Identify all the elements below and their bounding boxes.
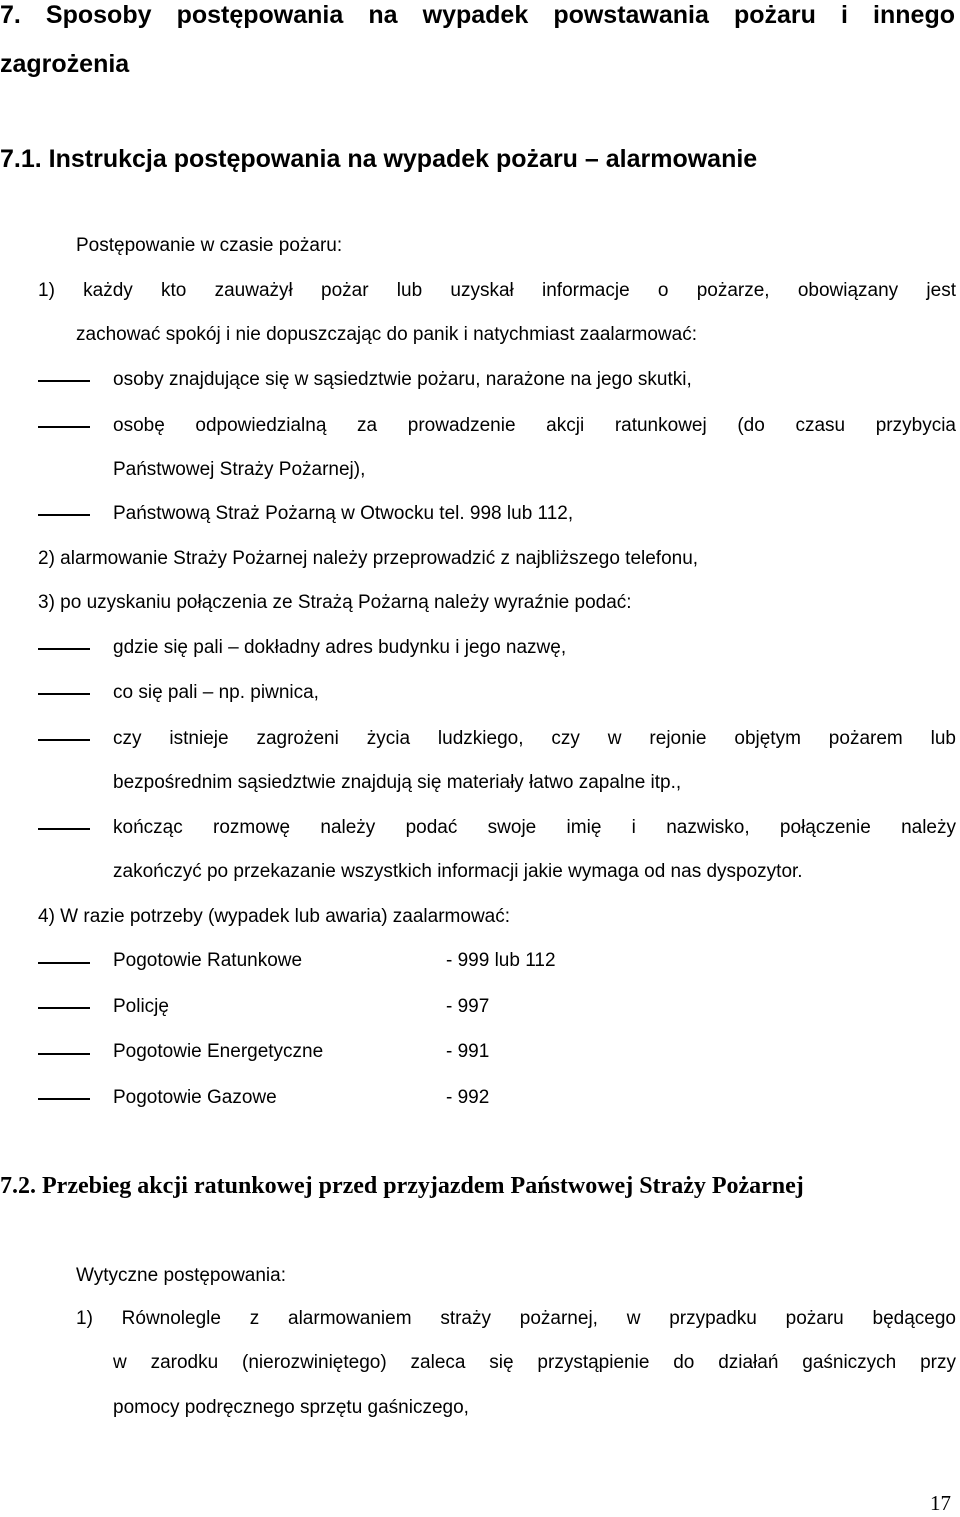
item3-dash3-line2: bezpośrednim sąsiedztwie znajdują się materiały łatwo zapalne itp., [113,772,682,793]
dash-bullet [38,1098,90,1100]
item4-line: 4) W razie potrzeby (wypadek lub awaria) zaalarmować: [38,906,511,927]
subsection-title-7-2: 7.2. Przebieg akcji ratunkowej przed przyjazdem Państwowej Straży Pożarnej [0,1173,804,1199]
item1-dash2-line2: Państwowej Straży Pożarnej), [113,459,366,480]
service-name: Pogotowie Ratunkowe [113,950,303,971]
guideline1-line3: pomocy podręcznego sprzętu gaśniczego, [113,1397,469,1418]
procedure-intro: Postępowanie w czasie pożaru: [76,235,343,256]
page-number: 17 [930,1491,951,1515]
item1-dash1: osoby znajdujące się w sąsiedztwie pożaru, narażone na jego skutki, [113,369,692,390]
service-name: Pogotowie Gazowe [113,1087,277,1108]
item2-line: 2) alarmowanie Straży Pożarnej należy przeprowadzić z najbliższego telefonu, [38,548,699,569]
service-number: - 991 [446,1041,490,1062]
service-name: Policję [113,996,169,1017]
service-number: - 992 [446,1087,490,1108]
item3-dash4-line2: zakończyć po przekazanie wszystkich informacji jakie wymaga od nas dyspozytor. [113,861,803,882]
dash-bullet [38,380,90,382]
dash-bullet [38,514,90,516]
item3-dash3-line1: czy istnieje zagrożeni życia ludzkiego, czy w rejonie objętym pożarem lub [113,728,956,749]
item1-line1: 1) każdy kto zauważył pożar lub uzyskał informacje o pożarze, obowiązany jest [38,280,956,301]
service-name: Pogotowie Energetyczne [113,1041,324,1062]
item3-dash2: co się pali – np. piwnica, [113,682,319,703]
dash-bullet [38,828,90,830]
guideline1-line2: w zarodku (nierozwiniętego) zaleca się przystąpienie do działań gaśniczych przy [113,1352,956,1373]
dash-bullet [38,962,90,964]
dash-bullet [38,1007,90,1009]
dash-bullet [38,648,90,650]
dash-bullet [38,739,90,741]
item1-dash3: Państwową Straż Pożarną w Otwocku tel. 998 lub 112, [113,503,574,524]
dash-bullet [38,1053,90,1055]
section-title-line1: 7. Sposoby postępowania na wypadek powstawania pożaru i innego [0,1,955,29]
guidelines-intro: Wytyczne postępowania: [76,1265,286,1286]
guideline1-line1: 1) Równolegle z alarmowaniem straży pożarnej, w przypadku pożaru będącego [76,1308,956,1329]
service-number: - 997 [446,996,490,1017]
item3-dash4-line1: kończąc rozmowę należy podać swoje imię i nazwisko, połączenie należy [113,817,956,838]
item3-dash1: gdzie się pali – dokładny adres budynku i jego nazwę, [113,637,567,658]
item3-line: 3) po uzyskaniu połączenia ze Strażą Pożarną należy wyraźnie podać: [38,592,632,613]
dash-bullet [38,426,90,428]
subsection-title-7-1: 7.1. Instrukcja postępowania na wypadek pożaru – alarmowanie [0,145,758,173]
dash-bullet [38,693,90,695]
service-number: - 999 lub 112 [446,950,556,971]
section-title-line2: zagrożenia [0,50,130,78]
item1-dash2-line1: osobę odpowiedzialną za prowadzenie akcji ratunkowej (do czasu przybycia [113,415,956,436]
item1-line2: zachować spokój i nie dopuszczając do panik i natychmiast zaalarmować: [76,324,697,345]
